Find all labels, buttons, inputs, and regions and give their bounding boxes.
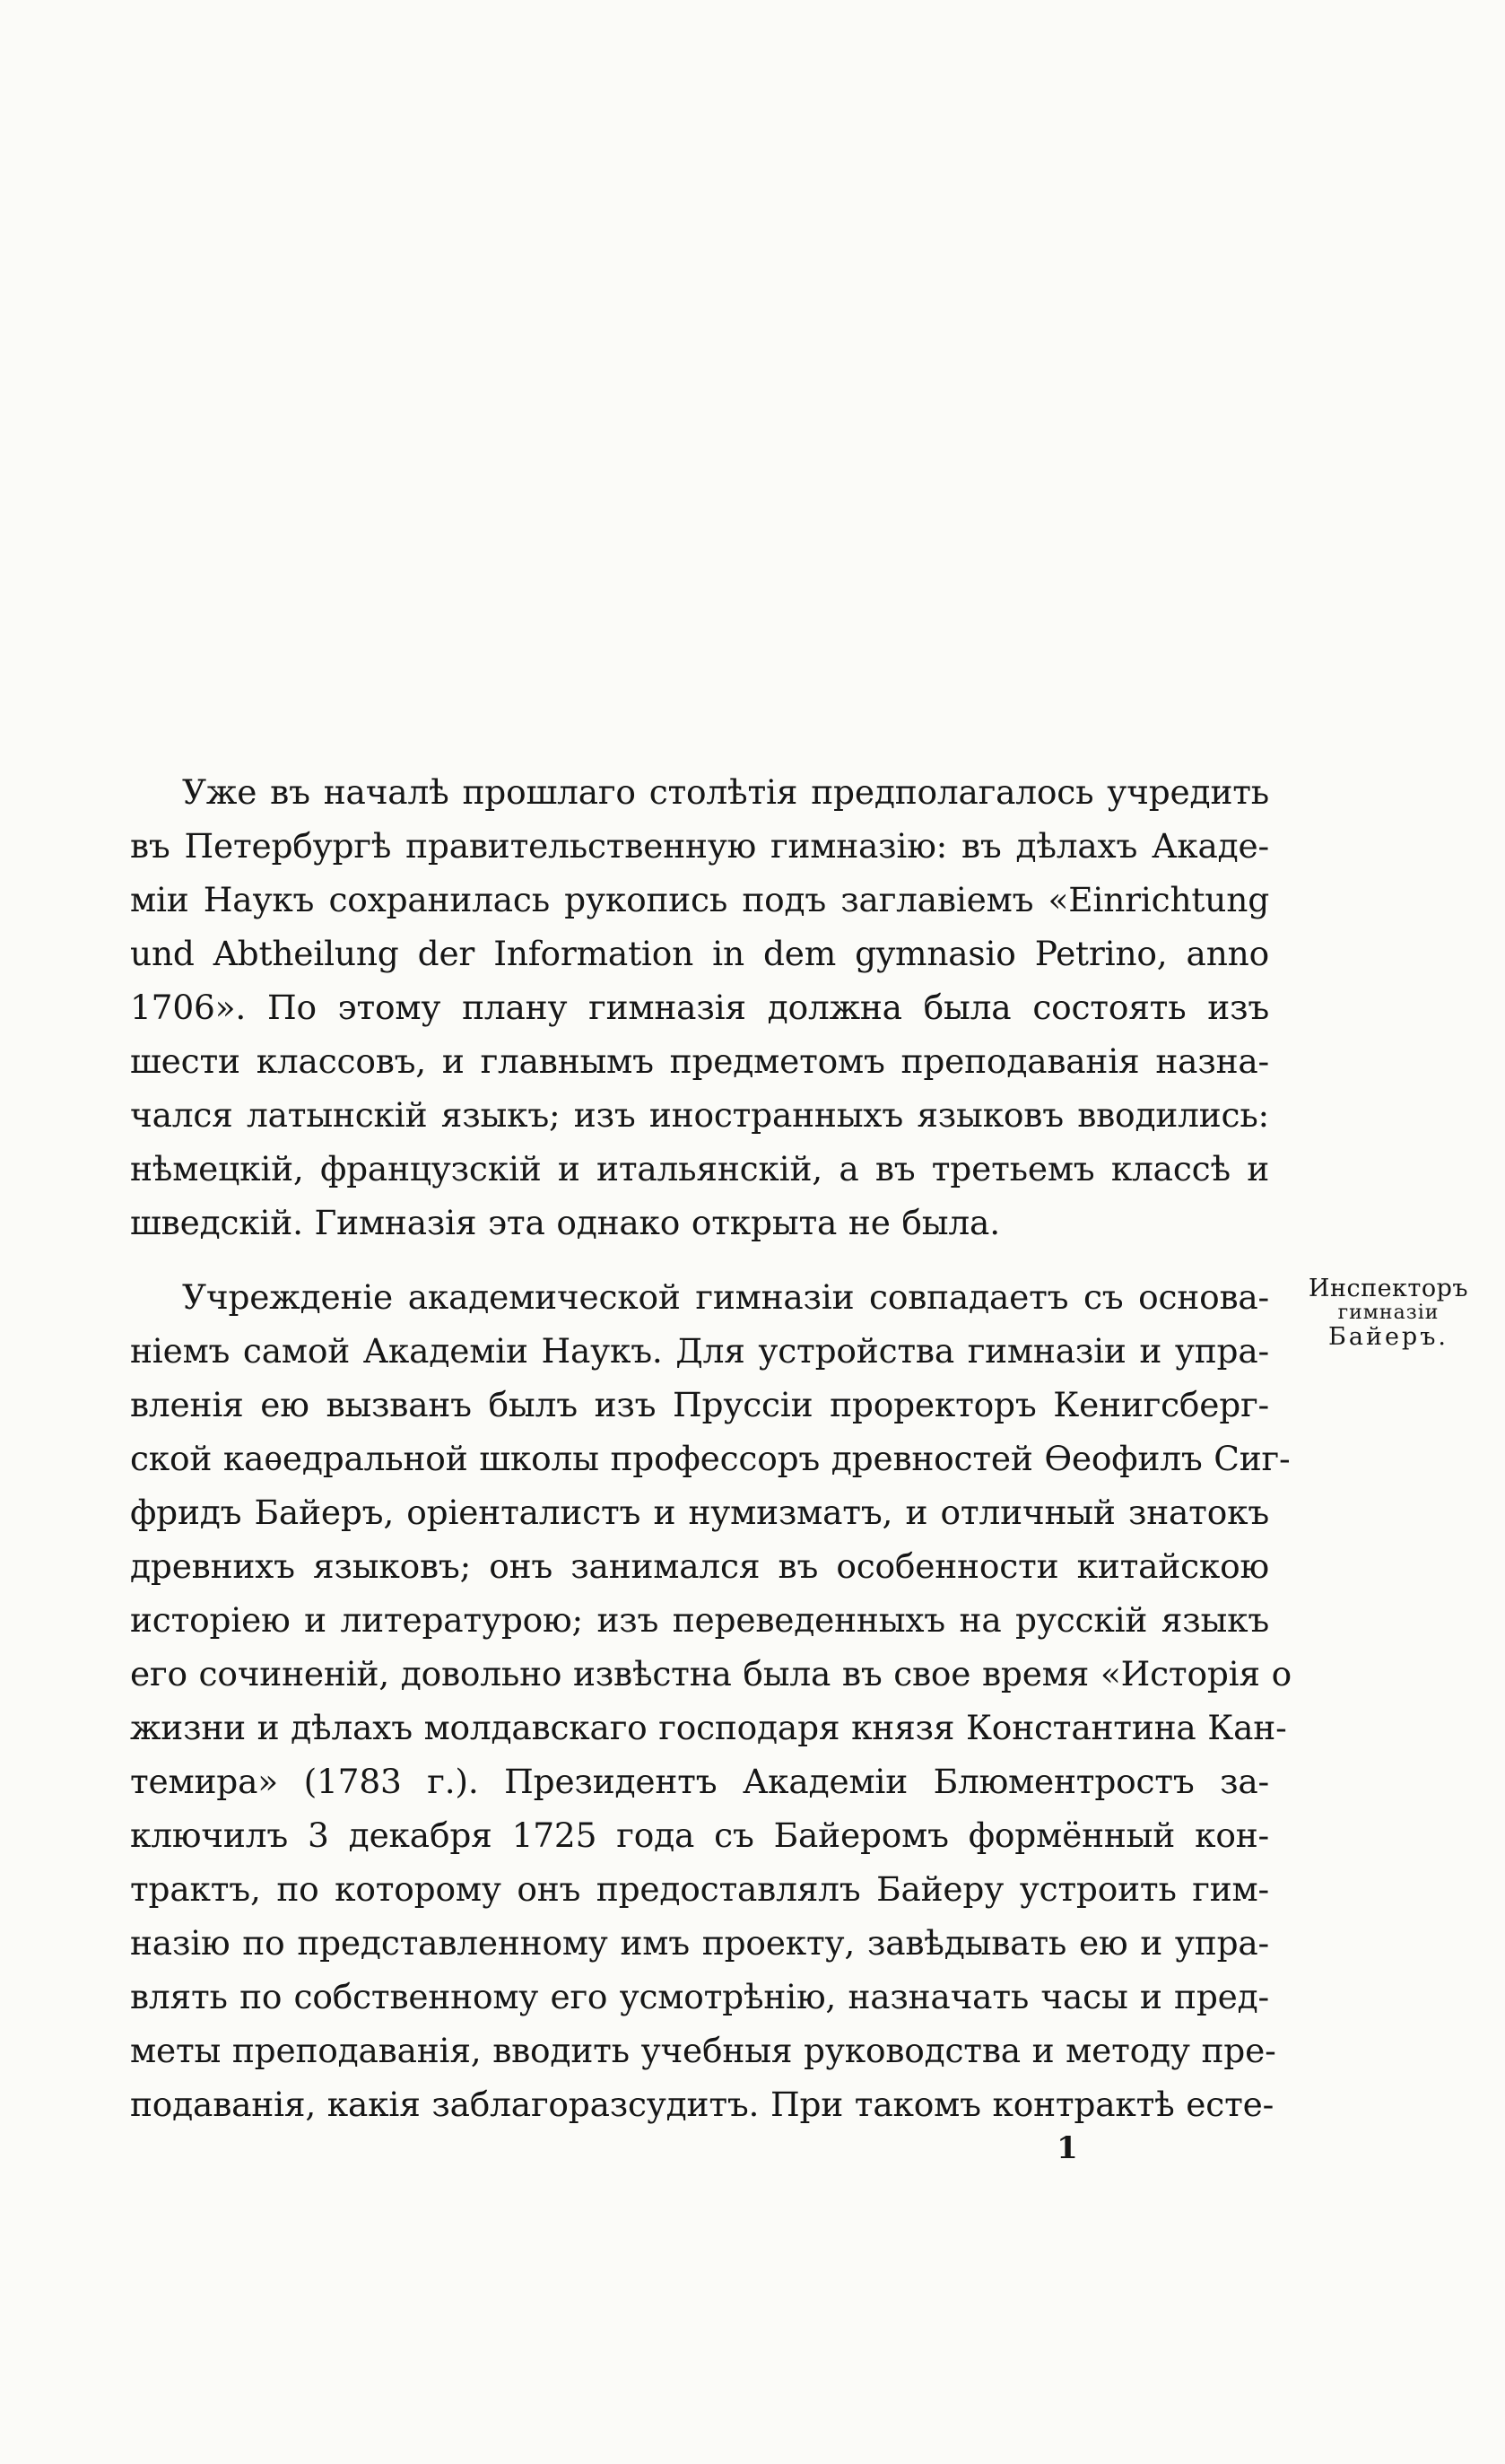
text-line: Учрежденіе академической гимназіи совпадаетъ съ основа- <box>182 1277 1269 1317</box>
text-line: трактъ, по которому онъ предоставлялъ Байеру устроить гим- <box>130 1869 1269 1909</box>
text-line: шведскій. Гимназія эта однако открыта не была. <box>130 1203 1000 1242</box>
text-line: исторіею и литературою; изъ переведенныхъ на русскій языкъ <box>130 1600 1269 1640</box>
text-line: подаванія, какія заблагоразсудитъ. При такомъ контрактѣ есте- <box>130 2085 1274 2124</box>
text-line: ключилъ 3 декабря 1725 года съ Байеромъ формённый кон- <box>130 1815 1269 1855</box>
text-line: его сочиненій, довольно извѣстна была въ свое время «Исторія о <box>130 1654 1292 1693</box>
text-line: въ Петербургѣ правительственную гимназію: въ дѣлахъ Акаде- <box>130 826 1269 866</box>
page-number: 1 <box>1057 2130 1078 2166</box>
marginal-note-line: Инспекторъ <box>1308 1275 1469 1302</box>
text-line: und Abtheilung der Information in dem gymnasio Petrino, anno <box>130 934 1269 973</box>
text-line: ской каѳедральной школы профессоръ древностей Ѳеофилъ Сиг- <box>130 1439 1291 1478</box>
marginal-note-line: гимназіи <box>1337 1302 1440 1324</box>
text-line: Уже въ началѣ прошлаго столѣтія предполагалось учредить <box>182 772 1269 812</box>
marginal-note-line: Байеръ. <box>1328 1323 1448 1351</box>
text-line: древнихъ языковъ; онъ занимался въ особенности китайскою <box>130 1546 1269 1586</box>
text-line: жизни и дѣлахъ молдавскаго господаря князя Константина Кан- <box>130 1708 1287 1747</box>
text-line: вленія ею вызванъ былъ изъ Пруссіи проректоръ Кенигсберг- <box>130 1385 1269 1424</box>
text-line: влять по собственному его усмотрѣнію, назначать часы и пред- <box>130 1977 1269 2016</box>
marginal-note <box>1290 1274 1487 1353</box>
text-line: назію по представленному имъ проекту, завѣдывать ею и упра- <box>130 1923 1269 1963</box>
text-line: міи Наукъ сохранилась рукопись подъ заглавіемъ «Einrichtung <box>130 880 1269 919</box>
text-line: чался латынскій языкъ; изъ иностранныхъ языковъ вводились: <box>130 1095 1269 1135</box>
text-line: шести классовъ, и главнымъ предметомъ преподаванія назна- <box>130 1041 1269 1081</box>
text-line: ніемъ самой Академіи Наукъ. Для устройства гимназіи и упра- <box>130 1331 1269 1371</box>
text-line: меты преподаванія, вводить учебныя руководства и методу пре- <box>130 2031 1276 2070</box>
text-line: темира» (1783 г.). Президентъ Академіи Блюментростъ за- <box>130 1762 1269 1801</box>
text-line: 1706». По этому плану гимназія должна была состоять изъ <box>130 988 1269 1027</box>
text-line: фридъ Байеръ, оріенталистъ и нумизматъ, и отличный знатокъ <box>130 1493 1269 1532</box>
text-line: нѣмецкій, французскій и итальянскій, а въ третьемъ классѣ и <box>130 1149 1269 1188</box>
